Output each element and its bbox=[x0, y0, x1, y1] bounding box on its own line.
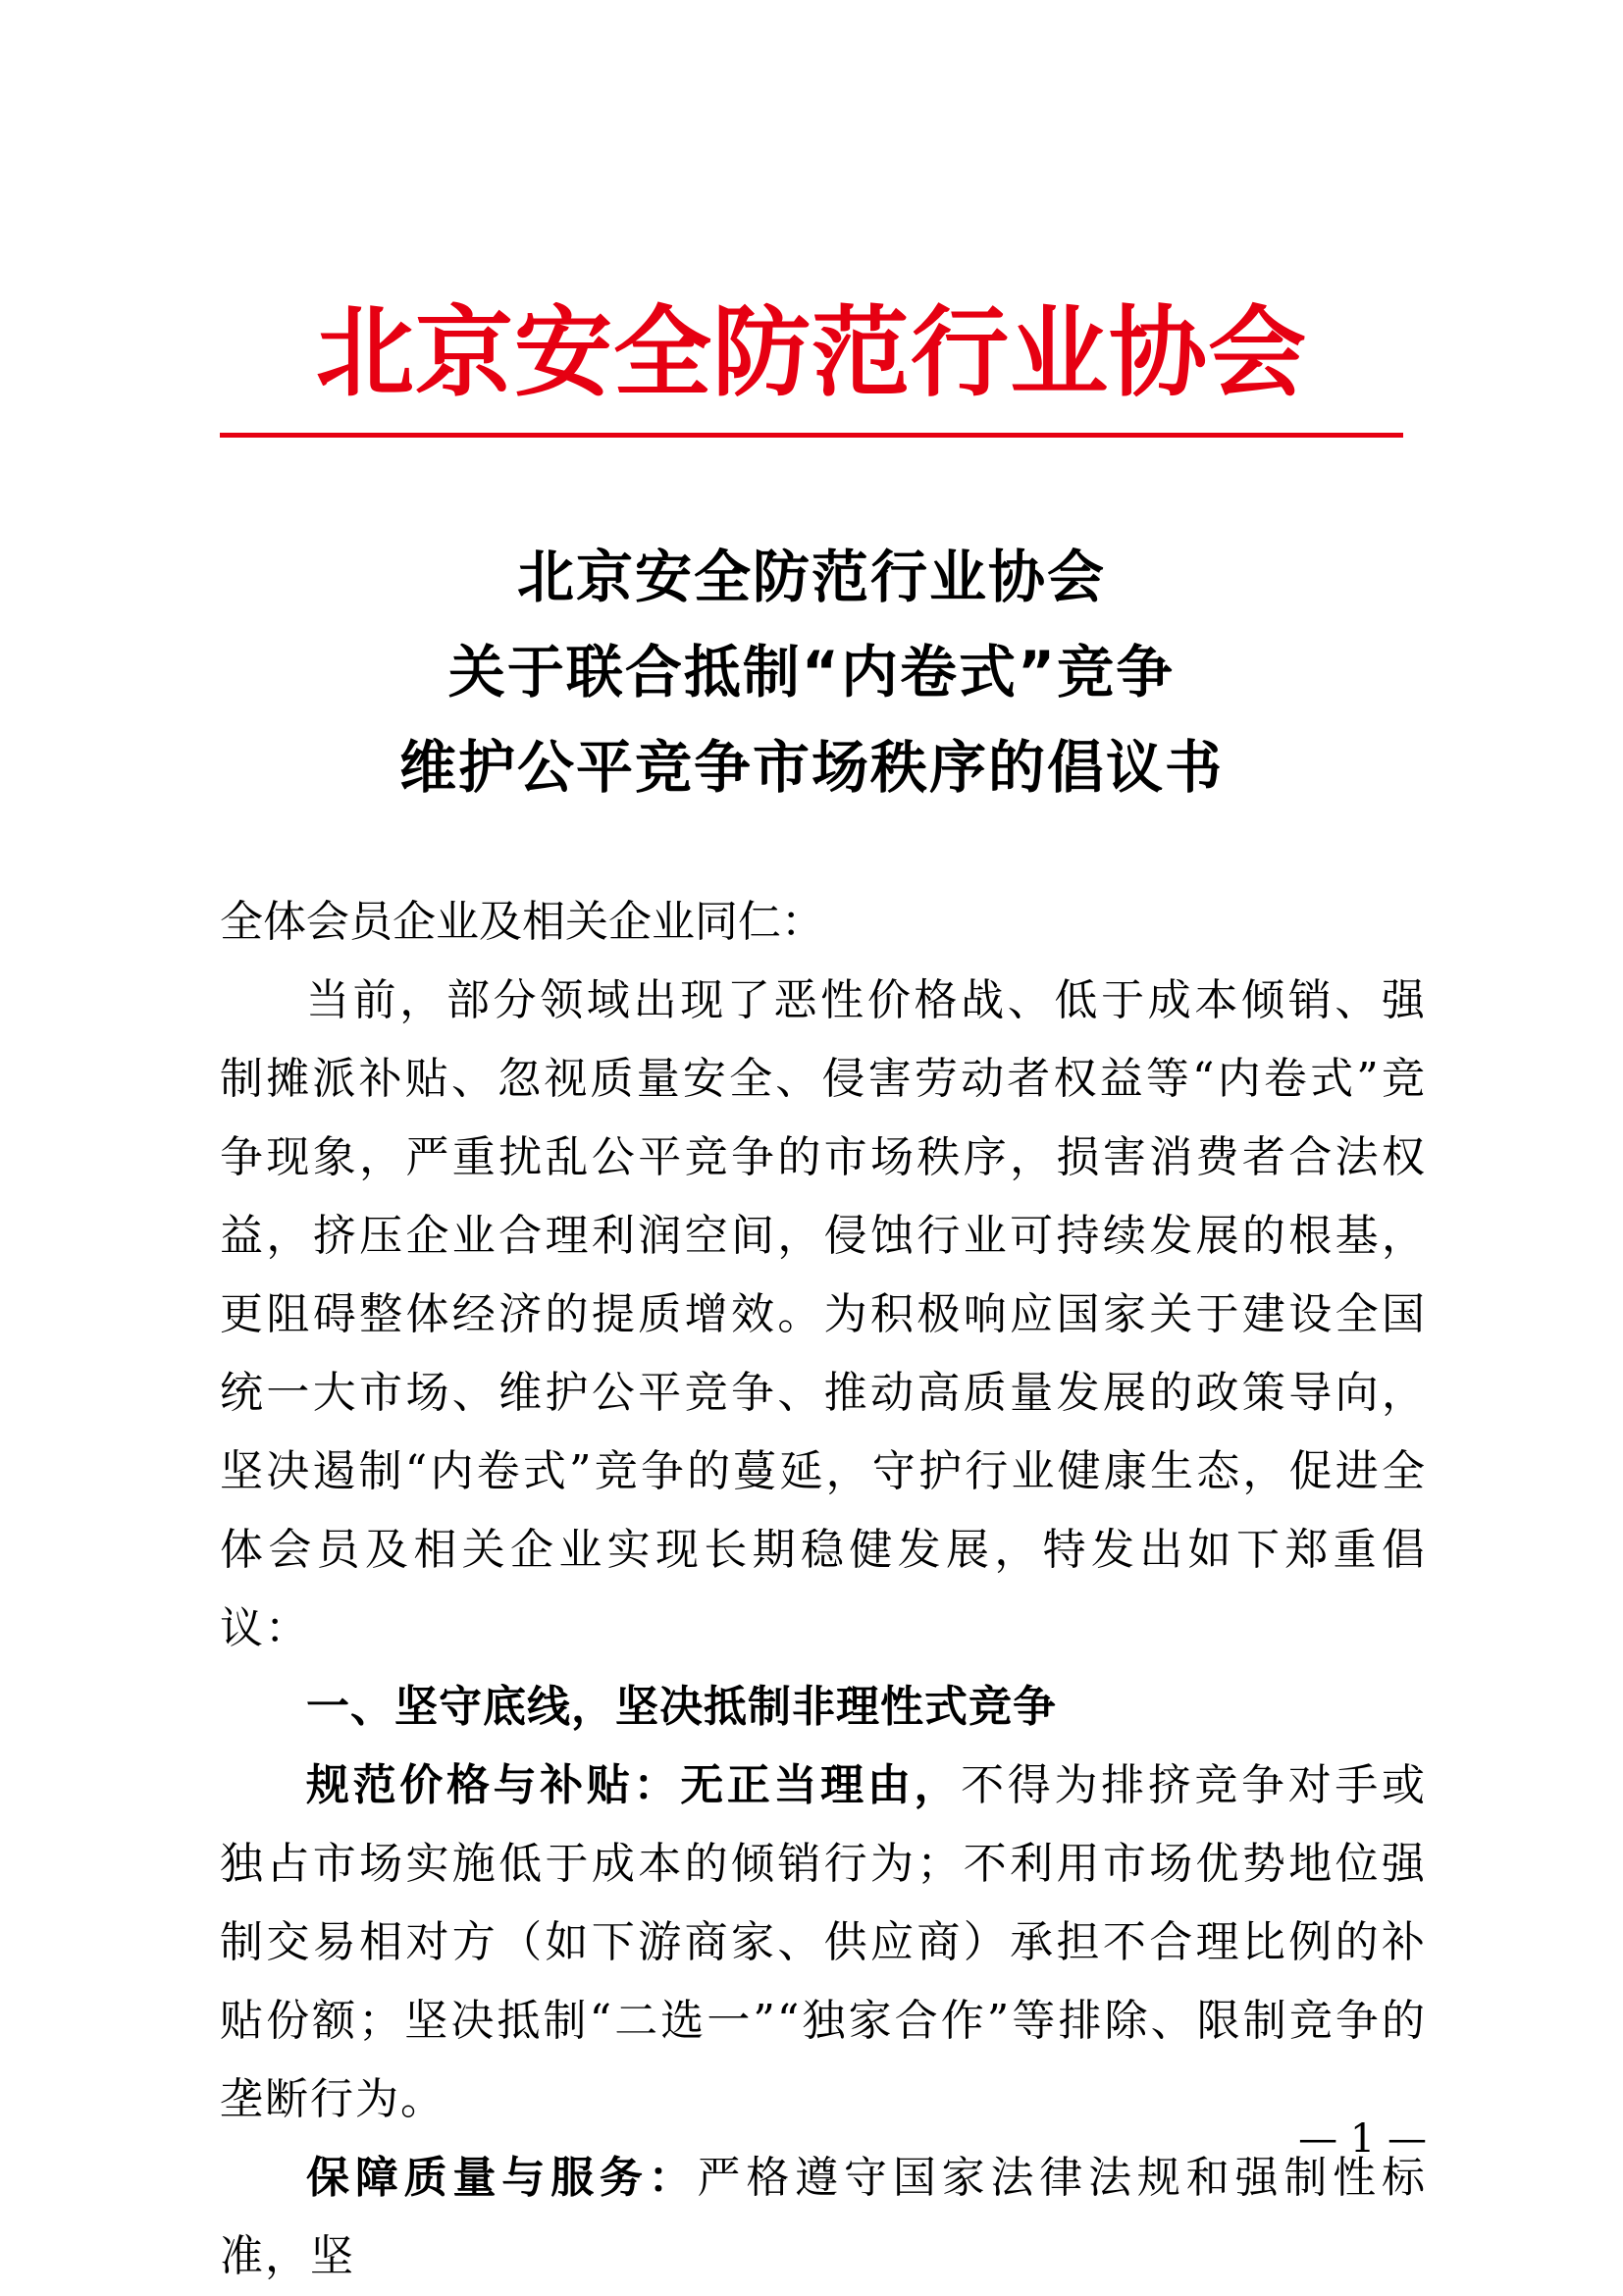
section-1-item-2 bbox=[220, 2139, 1427, 2296]
letterhead-divider bbox=[220, 433, 1403, 438]
section-heading-1: 一、坚守底线，坚决抵制非理性式竞争 bbox=[306, 1682, 1057, 1732]
item-lead: 保障质量与服务： bbox=[306, 2153, 698, 2203]
document-title-line-1: 北京安全防范行业协会 bbox=[516, 544, 1106, 610]
item-lead: 规范价格与补贴：无正当理由， bbox=[306, 1760, 962, 1810]
document-title-line-3: 维护公平竞争市场秩序的倡议书 bbox=[398, 734, 1224, 801]
intro-paragraph: 当前，部分领域出现了恶性价格战、低于成本倾销、强制摊派补贴、忽视质量安全、侵害劳动者权益等“内卷式”竞争现象，严重扰乱公平竞争的市场秩序，损害消费者合法权益，挤压企业合理利润空间，侵蚀行业可持续发展的根基，更阻碍整体经济的提质增效。为积极响应国家关于建设全国统一大市场、维护公平竞争、推动高质量发展的政策导向，坚决遏制“内卷式”竞争的蔓延，守护行业健康生态，促进全体会员及相关企业实现长期稳健发展，特发出如下郑重倡议： bbox=[220, 975, 1427, 1653]
document-title-line-2: 关于联合抵制“内卷式”竞争 bbox=[447, 639, 1176, 705]
item-text: 不得为排挤竞争对手或独占市场实施低于成本的倾销行为；不利用市场优势地位强制交易相对方（如下游商家、供应商）承担不合理比例的补贴份额；坚决抵制“二选一”“独家合作”等排除、限制竞争的垄断行为。 bbox=[220, 1760, 1428, 2124]
page-number: — 1 — bbox=[1298, 2116, 1427, 2162]
section-1-item-1 bbox=[220, 1747, 1427, 2139]
salutation: 全体会员企业及相关企业同仁： bbox=[220, 897, 824, 947]
item-text: 严格遵守国家法律法规和强制性标准，坚 bbox=[220, 2153, 1428, 2281]
letterhead-title: 北京安全防范行业协会 bbox=[316, 295, 1307, 410]
document-body bbox=[220, 883, 1427, 2296]
